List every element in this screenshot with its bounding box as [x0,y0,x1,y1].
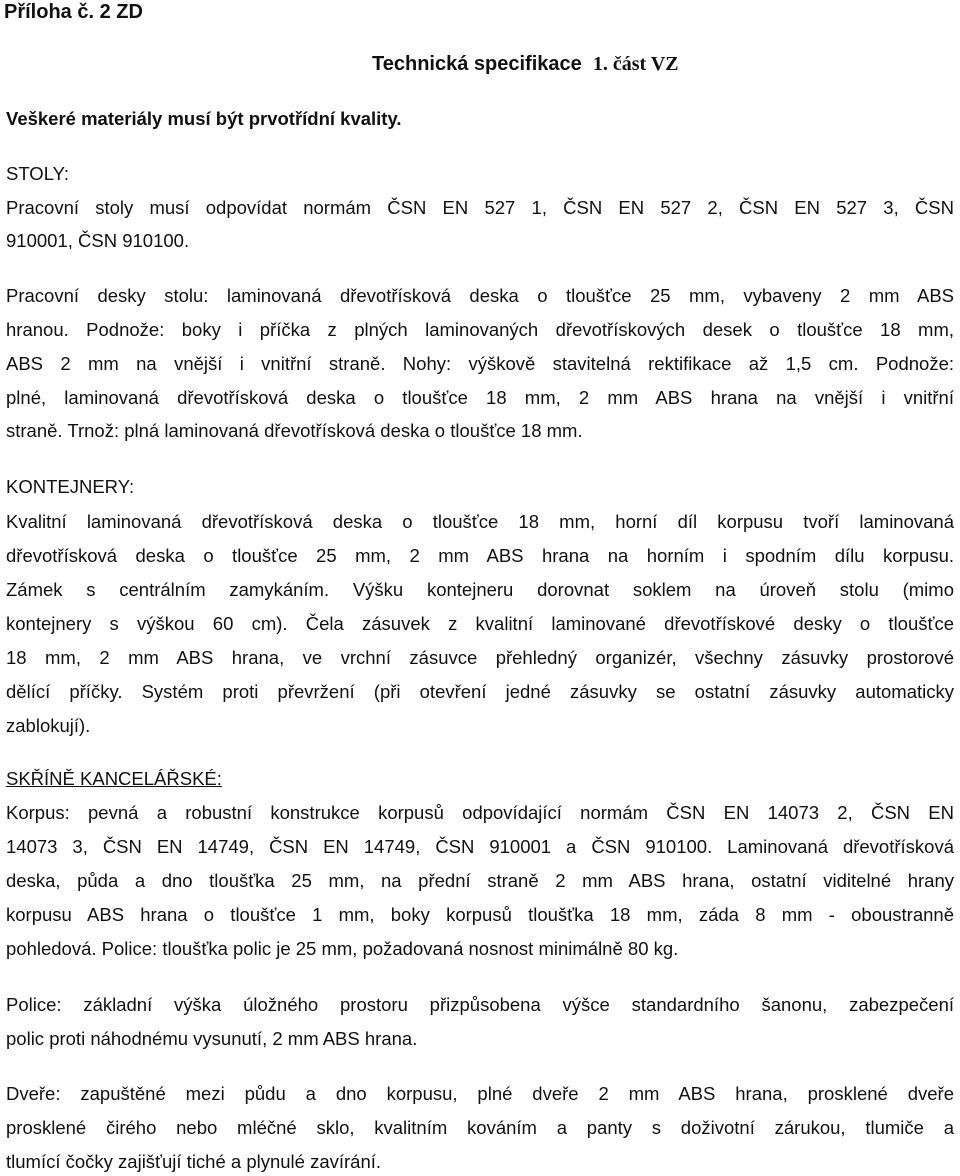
paragraph-line: Police: základní výška úložného prostoru přizpůsobena výšce standardního šanonu, zabezpečení [6,994,954,1015]
paragraph-line: 910001, ČSN 910100. [6,230,190,251]
paragraph-line: pohledová. Police: tloušťka polic je 25 mm, požadovaná nosnost minimálně 80 kg. [6,938,679,959]
paragraph-line: dřevotřísková deska o tloušťce 25 mm, 2 mm ABS hrana na horním i spodním dílu korpusu. [6,545,954,566]
paragraph-line: tlumící čočky zajišťují tiché a plynulé zavírání. [6,1151,382,1172]
paragraph-line: Pracovní stoly musí odpovídat normám ČSN EN 527 1, ČSN EN 527 2, ČSN EN 527 3, ČSN [6,197,954,218]
spec-title-text: Technická specifikace [372,53,582,75]
paragraph-line: ABS 2 mm na vnější i vnitřní straně. Nohy: výškově stavitelná rektifikace až 1,5 cm. Podnože: [6,353,954,374]
paragraph-line: Pracovní desky stolu: laminovaná dřevotřísková deska o tloušťce 25 mm, vybaveny 2 mm ABS [6,285,954,306]
paragraph-line: zablokují). [6,715,91,736]
paragraph-line: korpusu ABS hrana o tloušťce 1 mm, boky korpusů tloušťka 18 mm, záda 8 mm - oboustranně [6,904,954,925]
spec-title [372,52,952,76]
paragraph-line: Korpus: pevná a robustní konstrukce korpusů odpovídající normám ČSN EN 14073 2, ČSN EN [6,802,954,823]
paragraph-line: 14073 3, ČSN EN 14749, ČSN EN 14749, ČSN 910001 a ČSN 910100. Laminovaná dřevotřísková [6,836,954,857]
paragraph-line: 18 mm, 2 mm ABS hrana, ve vrchní zásuvce přehledný organizér, všechny zásuvky prostorové [6,647,954,668]
attachment-label: Příloha č. 2 ZD [4,1,143,23]
section-heading-skrine: SKŘÍNĚ KANCELÁŘSKÉ: [6,768,222,789]
paragraph-line: prosklené čirého nebo mléčné sklo, kvalitním kováním a panty s doživotní zárukou, tlumiče a [6,1117,954,1138]
section-heading-kontejnery: KONTEJNERY: [6,476,135,497]
paragraph-line: Dveře: zapuštěné mezi půdu a dno korpusu, plné dveře 2 mm ABS hrana, prosklené dveře [6,1083,954,1104]
paragraph-line: polic proti náhodnému vysunutí, 2 mm ABS hrana. [6,1028,418,1049]
section-heading-stoly: STOLY: [6,163,70,184]
paragraph-line: deska, půda a dno tloušťka 25 mm, na přední straně 2 mm ABS hrana, ostatní viditelné hrany [6,870,954,891]
paragraph-line: straně. Trnož: plná laminovaná dřevotřísková deska o tloušťce 18 mm. [6,420,583,441]
intro-statement: Veškeré materiály musí být prvotřídní kvality. [6,108,402,129]
paragraph-line: Kvalitní laminovaná dřevotřísková deska o tloušťce 18 mm, horní díl korpusu tvoří laminovaná [6,511,954,532]
spec-part: 1. část VZ [592,53,679,75]
paragraph-line: dělící příčky. Systém proti převržení (při otevření jedné zásuvky se ostatní zásuvky automaticky [6,681,954,702]
paragraph-line: Zámek s centrálním zamykáním. Výšku kontejneru dorovnat soklem na úroveň stolu (mimo [6,579,954,600]
paragraph-line: hranou. Podnože: boky i příčka z plných laminovaných dřevotřískových desek o tloušťce 18 mm, [6,319,954,340]
paragraph-line: kontejnery s výškou 60 cm). Čela zásuvek z kvalitní laminované dřevotřískové desky o tloušťce [6,613,954,634]
paragraph-line: plné, laminovaná dřevotřísková deska o tloušťce 18 mm, 2 mm ABS hrana na vnější i vnitřní [6,387,954,408]
